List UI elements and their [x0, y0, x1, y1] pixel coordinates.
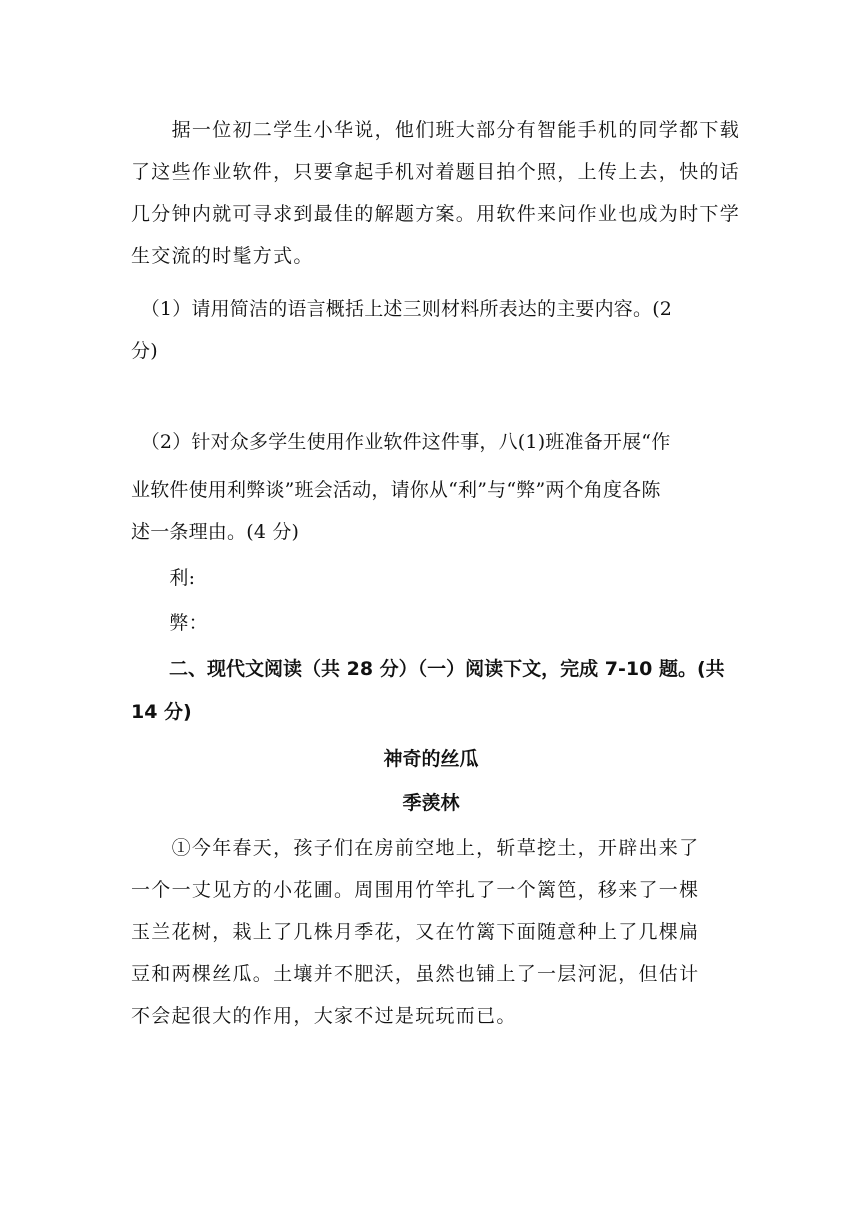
section-2-heading-line-2: 14 分)	[131, 701, 192, 723]
pro-label: 利:	[131, 567, 196, 589]
paragraph-1-line-2: 一个一丈见方的小花圃。周围用竹竿扎了一个篱笆，移来了一棵	[131, 879, 700, 901]
paragraph-1-line-5: 不会起很大的作用，大家不过是玩玩而已。	[131, 1005, 517, 1027]
question-1-line-1: （1）请用简洁的语言概括上述三则材料所表达的主要内容。(2	[131, 298, 673, 320]
section-2-heading-line-1: 二、现代文阅读（共 28 分）（一）阅读下文，完成 7-10 题。(共	[131, 658, 725, 680]
question-2-line-1: （2）针对众多学生使用作业软件这件事，八(1)班准备开展“作	[131, 431, 671, 453]
paragraph-1-line-4: 豆和两棵丝瓜。土壤并不肥沃，虽然也铺上了一层河泥，但估计	[131, 963, 700, 985]
article-author: 季羡林	[402, 792, 460, 814]
question-1-line-2: 分)	[131, 340, 158, 362]
article-title: 神奇的丝瓜	[383, 748, 479, 770]
question-2-line-2: 业软件使用利弊谈”班会活动，请你从“利”与“弊”两个角度各陈	[131, 479, 661, 501]
passage-intro-line-2: 了这些作业软件，只要拿起手机对着题目拍个照，上传上去，快的话	[131, 161, 741, 183]
paragraph-1-line-1: ①今年春天，孩子们在房前空地上，斩草挖土，开辟出来了	[131, 837, 700, 859]
con-label: 弊：	[131, 612, 208, 634]
paragraph-1-line-3: 玉兰花树，栽上了几株月季花，又在竹篱下面随意种上了几棵扁	[131, 921, 700, 943]
passage-intro-line-3: 几分钟内就可寻求到最佳的解题方案。用软件来问作业也成为时下学	[131, 203, 741, 225]
question-2-line-3: 述一条理由。(4 分)	[131, 521, 300, 543]
passage-intro-line-4: 生交流的时髦方式。	[131, 245, 314, 267]
passage-intro-line-1: 据一位初二学生小华说，他们班大部分有智能手机的同学都下载	[131, 119, 741, 141]
